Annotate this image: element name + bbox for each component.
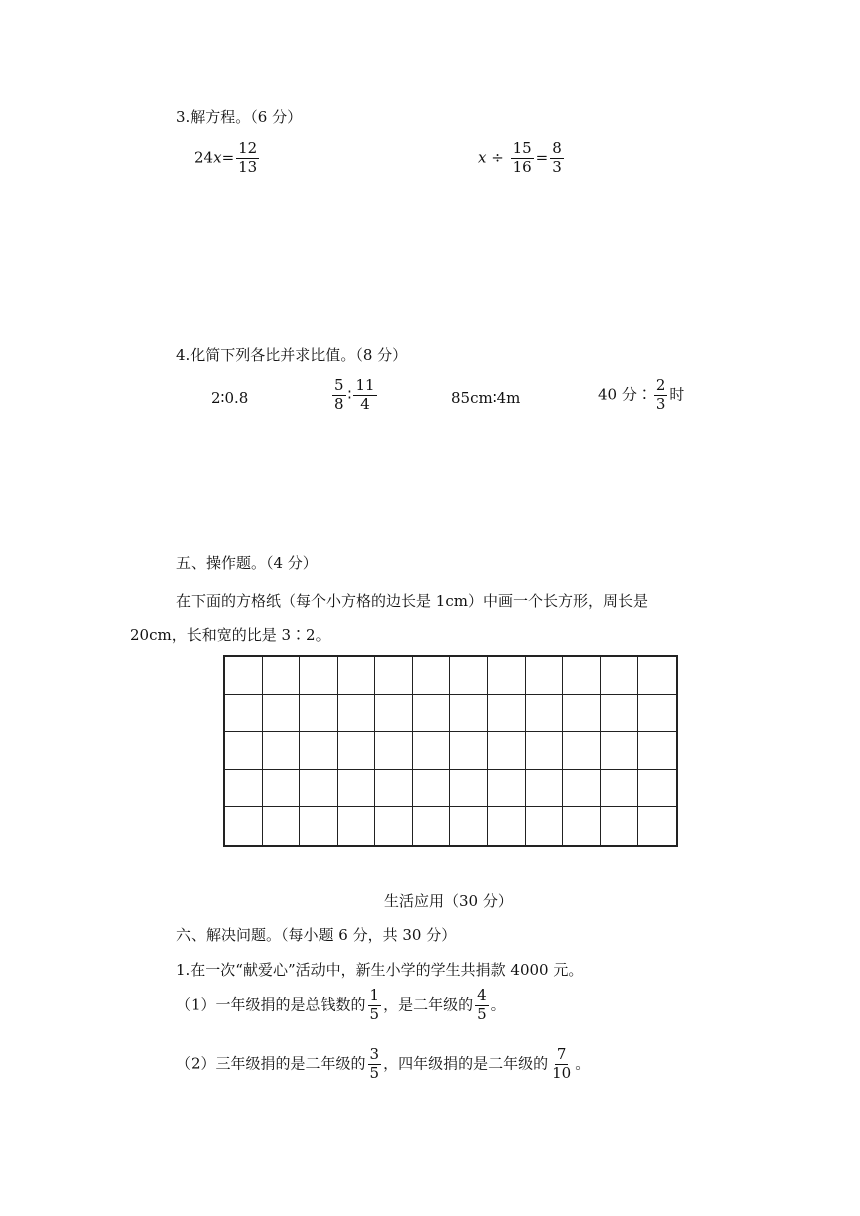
item4-suffix: 时 xyxy=(669,385,685,404)
grid-cell[interactable] xyxy=(300,807,338,845)
grid-cell[interactable] xyxy=(450,807,488,845)
grid-cell[interactable] xyxy=(450,657,488,695)
sub2-denominator-2: 10 xyxy=(552,1063,572,1082)
sub2-denominator-1: 5 xyxy=(369,1063,380,1082)
grid-cell[interactable] xyxy=(563,807,601,845)
sub1-prefix: （1）一年级捐的是总钱数的 xyxy=(176,995,366,1014)
eq1-fraction xyxy=(236,141,259,176)
item2-numerator-2: 11 xyxy=(355,376,375,394)
grid-cell[interactable] xyxy=(526,695,564,733)
grid-cell[interactable] xyxy=(601,732,639,770)
q4-item-3: 85cm∶4m xyxy=(451,389,521,407)
eq2-equals: = xyxy=(535,148,549,167)
grid-cell[interactable] xyxy=(338,770,376,808)
grid-cell[interactable] xyxy=(563,695,601,733)
grid-cell[interactable] xyxy=(375,732,413,770)
grid-cell[interactable] xyxy=(563,657,601,695)
grid-cell[interactable] xyxy=(300,695,338,733)
q3-equation-1 xyxy=(194,141,261,176)
grid-cell[interactable] xyxy=(225,770,263,808)
sub1-middle: ，是二年级的 xyxy=(383,995,474,1014)
grid-cell[interactable] xyxy=(488,770,526,808)
grid-cell[interactable] xyxy=(526,657,564,695)
grid-cell[interactable] xyxy=(263,770,301,808)
grid-cell[interactable] xyxy=(263,732,301,770)
eq1-equals: = xyxy=(221,148,235,167)
grid-cell[interactable] xyxy=(375,807,413,845)
sub2-middle: ，四年级捐的是二年级的 xyxy=(383,1054,549,1073)
grid-cell[interactable] xyxy=(413,770,451,808)
grid-cell[interactable] xyxy=(638,657,676,695)
life-section-title: 生活应用（30 分） xyxy=(384,892,513,910)
grid-cell[interactable] xyxy=(526,732,564,770)
q3-equation-2 xyxy=(478,141,566,176)
sub2-prefix: （2）三年级捐的是二年级的 xyxy=(176,1054,366,1073)
sub1-numerator-1: 1 xyxy=(369,986,380,1004)
eq1-variable: x xyxy=(213,148,222,167)
q4-item-2 xyxy=(330,378,379,413)
grid-cell[interactable] xyxy=(263,807,301,845)
grid-cell[interactable] xyxy=(300,732,338,770)
eq2-fraction-2 xyxy=(550,141,564,176)
q4-item-4 xyxy=(598,378,684,413)
grid-cell[interactable] xyxy=(601,770,639,808)
item4-fraction xyxy=(654,378,668,413)
grid-cell[interactable] xyxy=(263,657,301,695)
eq1-denominator: 13 xyxy=(238,157,258,176)
grid-cell[interactable] xyxy=(601,695,639,733)
grid-cell[interactable] xyxy=(488,732,526,770)
grid-cell[interactable] xyxy=(638,807,676,845)
eq2-numerator-1: 15 xyxy=(512,139,532,157)
item4-numerator: 2 xyxy=(655,376,666,394)
item2-denominator-1: 8 xyxy=(334,394,344,413)
grid-cell[interactable] xyxy=(488,657,526,695)
eq2-denominator-1: 16 xyxy=(512,157,532,176)
grid-cell[interactable] xyxy=(450,695,488,733)
section6-sub-2 xyxy=(176,1047,590,1082)
eq1-numerator: 12 xyxy=(238,139,258,157)
q4-title: 4.化简下列各比并求比值。（8 分） xyxy=(176,346,408,364)
sub1-fraction-2 xyxy=(475,988,489,1023)
grid-cell[interactable] xyxy=(338,657,376,695)
item4-denominator: 3 xyxy=(655,394,666,413)
grid-cell[interactable] xyxy=(375,657,413,695)
grid-cell[interactable] xyxy=(413,807,451,845)
sub2-numerator-2: 7 xyxy=(556,1045,567,1063)
grid-cell[interactable] xyxy=(526,770,564,808)
eq2-divide: ÷ xyxy=(486,148,509,167)
grid-cell[interactable] xyxy=(488,807,526,845)
grid-cell[interactable] xyxy=(563,770,601,808)
sub1-numerator-2: 4 xyxy=(477,986,487,1004)
grid-cell[interactable] xyxy=(450,732,488,770)
item2-ratio-sign: ∶ xyxy=(347,385,352,404)
sub2-fraction-1 xyxy=(368,1047,382,1082)
grid-cell[interactable] xyxy=(563,732,601,770)
sub1-denominator-2: 5 xyxy=(477,1004,487,1023)
section6-sub-1 xyxy=(176,988,506,1023)
grid-cell[interactable] xyxy=(488,695,526,733)
grid-cell[interactable] xyxy=(601,807,639,845)
grid-cell[interactable] xyxy=(225,657,263,695)
grid-cell[interactable] xyxy=(338,732,376,770)
sub2-fraction-2 xyxy=(550,1047,573,1082)
item4-prefix: 40 分∶ xyxy=(598,385,652,404)
section5-line-2: 20cm，长和宽的比是 3∶2。 xyxy=(130,626,331,644)
item2-denominator-2: 4 xyxy=(360,394,370,413)
grid-cell[interactable] xyxy=(300,770,338,808)
grid-cell[interactable] xyxy=(263,695,301,733)
sub2-suffix: 。 xyxy=(575,1054,591,1073)
grid-cell[interactable] xyxy=(526,807,564,845)
grid-cell[interactable] xyxy=(300,657,338,695)
eq2-fraction-1 xyxy=(511,141,534,176)
q3-title: 3.解方程。（6 分） xyxy=(176,108,303,126)
grid-cell[interactable] xyxy=(375,770,413,808)
section5-title: 五、操作题。（4 分） xyxy=(176,554,318,572)
grid-cell[interactable] xyxy=(338,695,376,733)
eq1-coefficient: 24 xyxy=(194,148,214,167)
item2-fraction-2 xyxy=(353,378,376,413)
grid-cell[interactable] xyxy=(375,695,413,733)
grid-cell[interactable] xyxy=(413,657,451,695)
grid-cell[interactable] xyxy=(225,732,263,770)
sub2-numerator-1: 3 xyxy=(369,1045,380,1063)
section5-line-1: 在下面的方格纸（每个小方格的边长是 1cm）中画一个长方形，周长是 xyxy=(176,592,648,610)
grid-cell[interactable] xyxy=(413,732,451,770)
grid-cell[interactable] xyxy=(225,807,263,845)
sub1-fraction-1 xyxy=(368,988,382,1023)
item2-fraction-1 xyxy=(332,378,346,413)
square-grid-paper[interactable] xyxy=(223,655,678,847)
section6-title: 六、解决问题。（每小题 6 分，共 30 分） xyxy=(176,926,457,944)
section6-problem-1: 1.在一次“献爱心”活动中，新生小学的学生共捐款 4000 元。 xyxy=(176,961,584,979)
item2-numerator-1: 5 xyxy=(334,376,344,394)
grid-cell[interactable] xyxy=(638,732,676,770)
grid-cell[interactable] xyxy=(338,807,376,845)
eq2-variable: x xyxy=(478,148,487,167)
grid-cell[interactable] xyxy=(638,695,676,733)
q4-item-1: 2∶0.8 xyxy=(211,389,249,407)
grid-cell[interactable] xyxy=(225,695,263,733)
eq2-numerator-2: 8 xyxy=(552,139,562,157)
eq2-denominator-2: 3 xyxy=(552,157,562,176)
grid-cell[interactable] xyxy=(601,657,639,695)
grid-cell[interactable] xyxy=(450,770,488,808)
grid-cell[interactable] xyxy=(413,695,451,733)
grid-cell[interactable] xyxy=(638,770,676,808)
sub1-suffix: 。 xyxy=(490,995,506,1014)
sub1-denominator-1: 5 xyxy=(369,1004,380,1023)
